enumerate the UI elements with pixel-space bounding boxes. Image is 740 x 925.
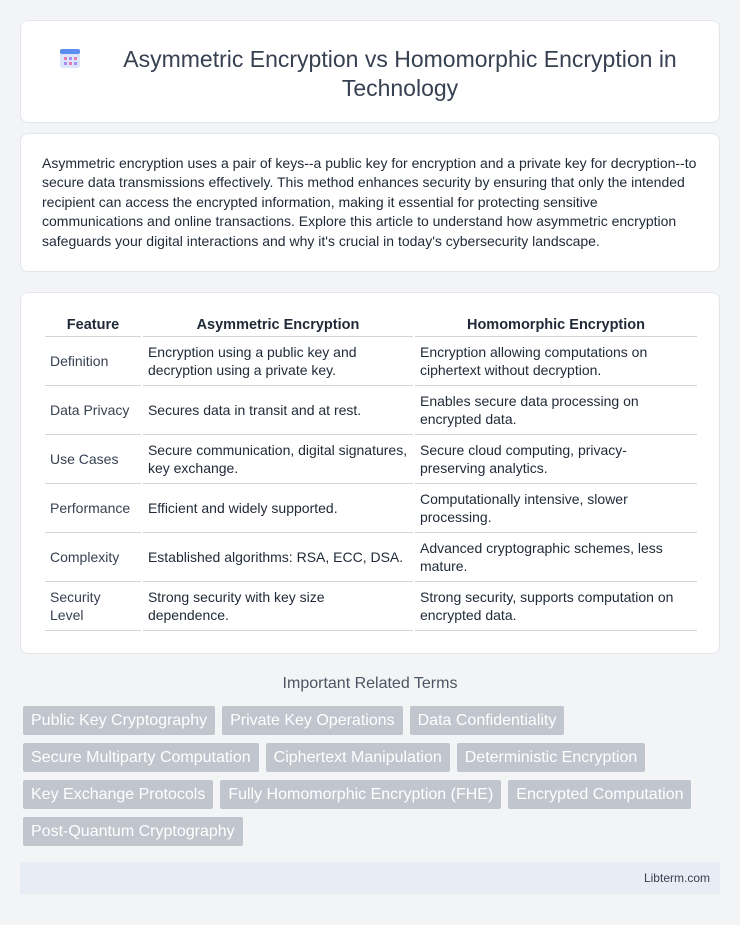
- title-card: [20, 20, 720, 123]
- calendar-icon: [59, 47, 81, 69]
- header-homomorphic: Homomorphic Encryption: [415, 315, 697, 337]
- header-asymmetric: Asymmetric Encryption: [143, 315, 413, 337]
- feature-cell: Data Privacy: [45, 386, 141, 435]
- related-term-tag[interactable]: Deterministic Encryption: [457, 743, 646, 772]
- related-term-tag[interactable]: Ciphertext Manipulation: [266, 743, 450, 772]
- comparison-card: [20, 292, 720, 654]
- table-row: [45, 337, 697, 386]
- homomorphic-cell: Enables secure data processing on encrypted data.: [415, 386, 697, 435]
- related-term-tag[interactable]: Key Exchange Protocols: [23, 780, 213, 809]
- homomorphic-cell: Encryption allowing computations on ciphertext without decryption.: [415, 337, 697, 386]
- related-term-tag[interactable]: Private Key Operations: [222, 706, 403, 735]
- asymmetric-cell: Secure communication, digital signatures, key exchange.: [143, 435, 413, 484]
- related-term-tag[interactable]: Data Confidentiality: [410, 706, 565, 735]
- footer: [20, 862, 720, 894]
- table-row: [45, 582, 697, 631]
- feature-cell: Security Level: [45, 582, 141, 631]
- related-term-tag[interactable]: Post-Quantum Cryptography: [23, 817, 243, 846]
- feature-cell: Performance: [45, 484, 141, 533]
- related-terms-title: Important Related Terms: [282, 675, 458, 692]
- feature-cell: Use Cases: [45, 435, 141, 484]
- related-term-tag[interactable]: Encrypted Computation: [508, 780, 691, 809]
- related-term-tag[interactable]: Fully Homomorphic Encryption (FHE): [220, 780, 501, 809]
- related-term-tag[interactable]: Public Key Cryptography: [23, 706, 215, 735]
- homomorphic-cell: Strong security, supports computation on encrypted data.: [415, 582, 697, 631]
- related-term-tag[interactable]: Secure Multiparty Computation: [23, 743, 259, 772]
- related-terms-list: [23, 706, 723, 846]
- intro-card: [20, 133, 720, 272]
- footer-site-link[interactable]: Libterm.com: [643, 871, 710, 885]
- asymmetric-cell: Strong security with key size dependence.: [143, 582, 413, 631]
- feature-cell: Complexity: [45, 533, 141, 582]
- header-feature: Feature: [45, 315, 141, 337]
- table-row: [45, 484, 697, 533]
- asymmetric-cell: Efficient and widely supported.: [143, 484, 413, 533]
- homomorphic-cell: Secure cloud computing, privacy-preserving analytics.: [415, 435, 697, 484]
- table-row: [45, 386, 697, 435]
- page-title: Asymmetric Encryption vs Homomorphic Encryption in Technology: [123, 46, 677, 101]
- feature-cell: Definition: [45, 337, 141, 386]
- asymmetric-cell: Encryption using a public key and decryption using a private key.: [143, 337, 413, 386]
- homomorphic-cell: Advanced cryptographic schemes, less mature.: [415, 533, 697, 582]
- comparison-table: [43, 315, 699, 631]
- asymmetric-cell: Established algorithms: RSA, ECC, DSA.: [143, 533, 413, 582]
- asymmetric-cell: Secures data in transit and at rest.: [143, 386, 413, 435]
- table-row: [45, 435, 697, 484]
- table-header-row: [45, 315, 697, 337]
- table-row: [45, 533, 697, 582]
- intro-paragraph: Asymmetric encryption uses a pair of keys--a public key for encryption and a private key for decryption--to secure data transmissions effectively. This method enhances security by ensuring that only the intended recipient can access the encrypted information, making it essential for protecting sensitive communications and online transactions. Explore this article to understand how asymmetric encryption safeguards your digital interactions and why it's crucial in today's cybersecurity landscape.: [42, 155, 697, 249]
- homomorphic-cell: Computationally intensive, slower processing.: [415, 484, 697, 533]
